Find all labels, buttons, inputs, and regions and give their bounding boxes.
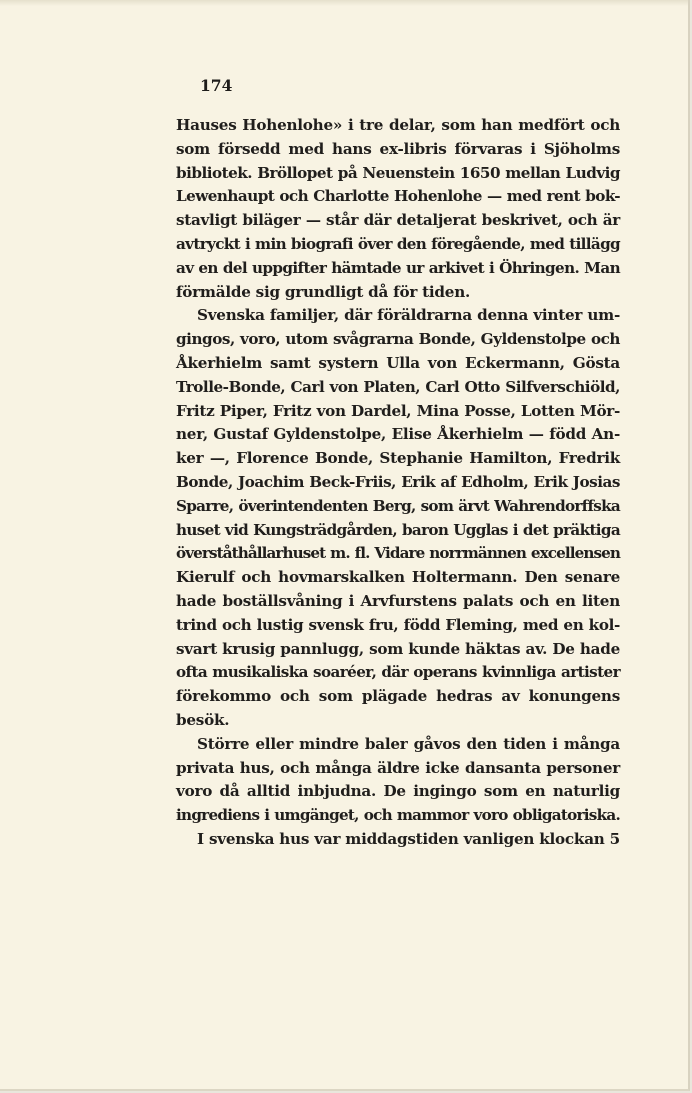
text-line: Sparre, överintendenten Berg, som ärvt Wahrendorffska	[176, 496, 620, 515]
text-line: privata hus, och många äldre icke dansanta personer	[176, 758, 620, 777]
text-line: avtryckt i min biografi över den föregående, med tillägg	[176, 234, 620, 253]
text-line: I svenska hus var middagstiden vanligen klockan 5	[197, 829, 620, 848]
text-line: förmälde sig grundligt då för tiden.	[176, 282, 471, 301]
text-line: som försedd med hans ex-libris förvaras i Sjöholms	[176, 139, 620, 158]
text-line: huset vid Kungsträdgården, baron Ugglas i det präktiga	[176, 520, 620, 539]
text-line: Lewenhaupt och Charlotte Hohenlohe — med rent bok-	[176, 187, 620, 206]
page-number: 174	[200, 76, 233, 95]
text-line: besök.	[176, 710, 230, 729]
text-line: Trolle-Bonde, Carl von Platen, Carl Otto Silfverschiöld,	[176, 377, 620, 396]
text-line: Fritz Piper, Fritz von Dardel, Mina Posse, Lotten Mör-	[176, 401, 620, 420]
text-line: gingos, voro, utom svågrarna Bonde, Gyldenstolpe och	[176, 330, 620, 349]
text-line: hade boställsvåning i Arvfurstens palats och en liten	[176, 591, 620, 610]
text-line: Större eller mindre baler gåvos den tiden i många	[197, 734, 620, 753]
text-line: svart krusig pannlugg, som kunde häktas av. De hade	[176, 639, 620, 658]
text-line: ker —, Florence Bonde, Stephanie Hamilton, Fredrik	[176, 449, 620, 468]
text-line: Kierulf och hovmarskalken Holtermann. Den senare	[176, 568, 620, 587]
text-line: Åkerhielm samt systern Ulla von Eckermann, Gösta	[176, 353, 620, 372]
text-line: bibliotek. Bröllopet på Neuenstein 1650 mellan Ludvig	[176, 163, 620, 182]
body-text	[176, 114, 620, 852]
text-line: överståthållarhuset m. fl. Vidare norrmännen excellensen	[176, 544, 620, 563]
text-line: av en del uppgifter hämtade ur arkivet i Öhringen. Man	[176, 258, 620, 277]
text-line: Bonde, Joachim Beck-Friis, Erik af Edholm, Erik Josias	[176, 472, 620, 491]
text-line: trind och lustig svensk fru, född Fleming, med en kol-	[176, 615, 620, 634]
text-line: ofta musikaliska soaréer, där operans kvinnliga artister	[176, 663, 620, 682]
text-line: ingrediens i umgänget, och mammor voro obligatoriska.	[176, 806, 620, 825]
text-line: ner, Gustaf Gyldenstolpe, Elise Åkerhielm — född An-	[176, 425, 620, 444]
text-line: stavligt biläger — står där detaljerat beskrivet, och är	[176, 211, 620, 230]
text-line: Svenska familjer, där föräldrarna denna vinter um-	[197, 306, 620, 325]
text-line: Hauses Hohenlohe» i tre delar, som han medfört och	[176, 116, 620, 134]
text-line: voro då alltid inbjudna. De ingingo som en naturlig	[176, 782, 620, 801]
text-line: förekommo och som plägade hedras av konungens	[176, 687, 620, 706]
page-edge	[0, 0, 688, 6]
